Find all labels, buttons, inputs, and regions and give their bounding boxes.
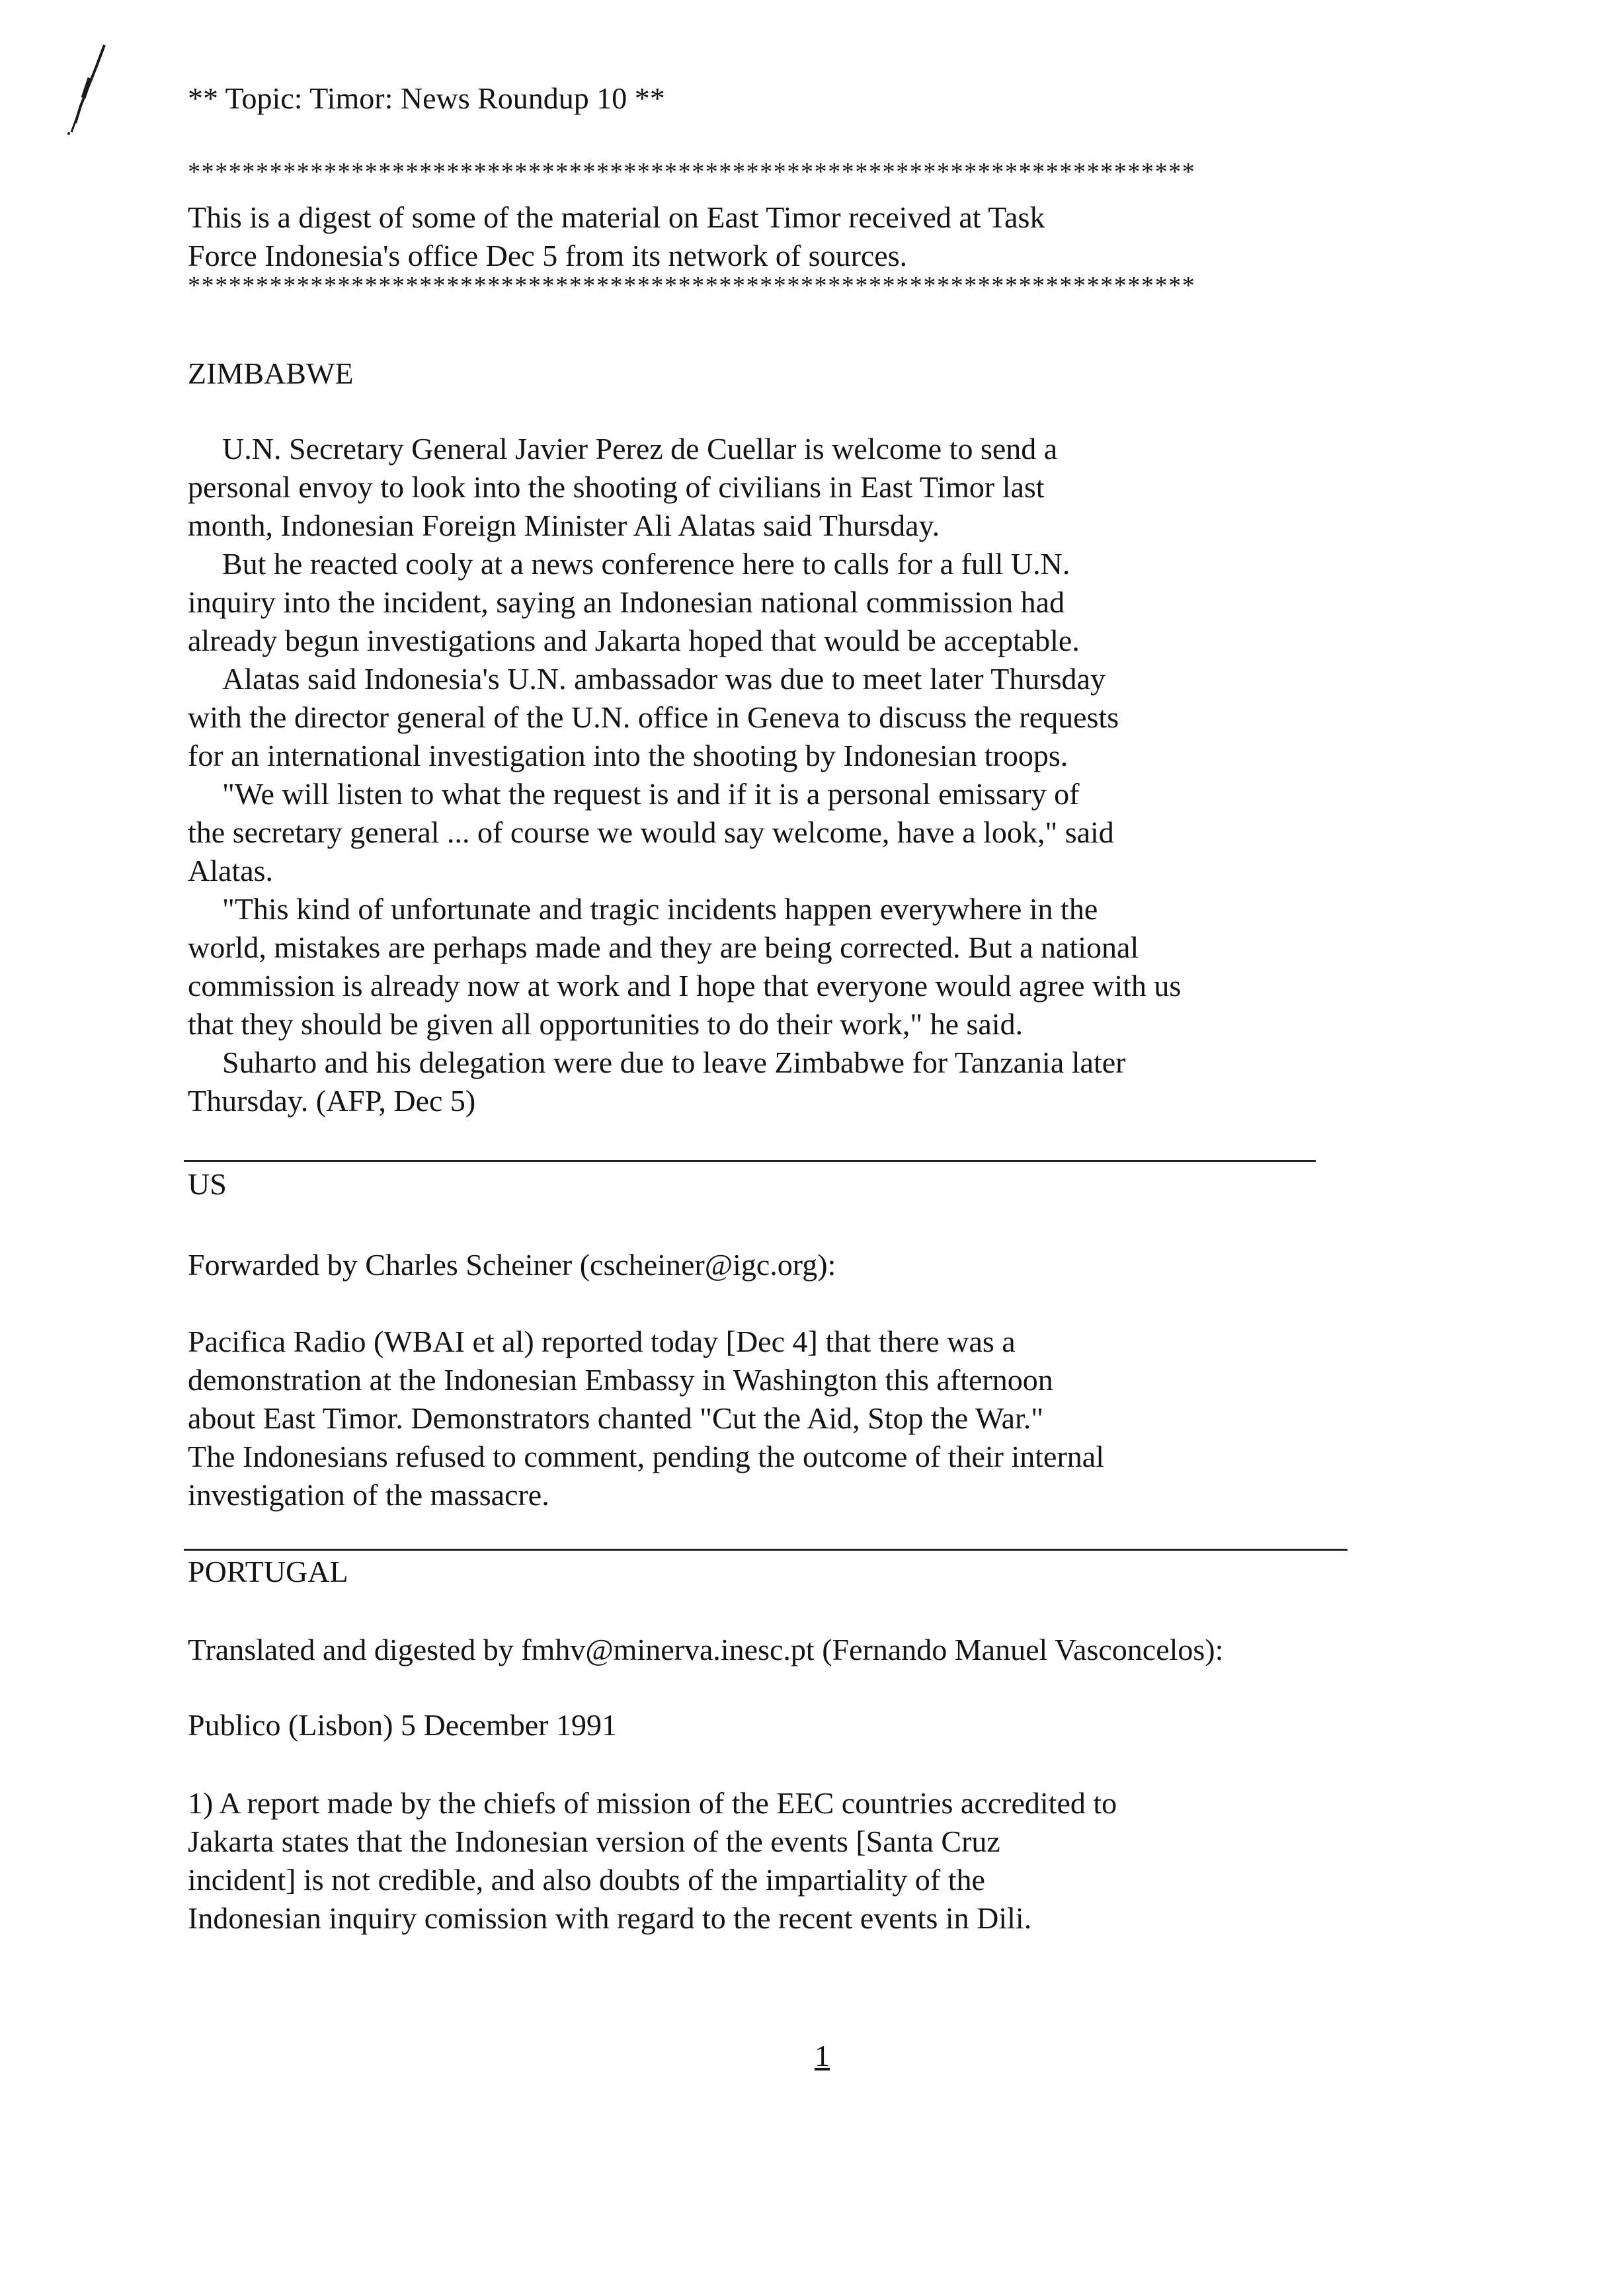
paragraph-line: Alatas. <box>188 854 274 887</box>
forwarded-by-line: Forwarded by Charles Scheiner (cscheiner@igc.org): <box>188 1248 836 1282</box>
paragraph-line: that they should be given all opportunities to do their work," he said. <box>188 1007 1024 1041</box>
paragraph-line: "This kind of unfortunate and tragic incidents happen everywhere in the <box>222 892 1098 926</box>
document-title: ** Topic: Timor: News Roundup 10 ** <box>188 81 665 115</box>
paragraph-line: investigation of the massacre. <box>188 1478 549 1512</box>
paragraph-line: commission is already now at work and I hope that everyone would agree with us <box>188 969 1182 1003</box>
section-heading-zimbabwe: ZIMBABWE <box>188 356 354 390</box>
paragraph-line: inquiry into the incident, saying an Indonesian national commission had <box>188 585 1065 619</box>
section-heading-portugal: PORTUGAL <box>188 1555 348 1588</box>
paragraph-line: incident] is not credible, and also doubts of the impartiality of the <box>188 1863 985 1897</box>
paragraph-line: But he reacted cooly at a news conference here to calls for a full U.N. <box>222 547 1070 581</box>
paragraph-line: personal envoy to look into the shooting of civilians in East Timor last <box>188 470 1045 504</box>
paragraph-line: month, Indonesian Foreign Minister Ali Alatas said Thursday. <box>188 509 940 542</box>
paragraph-line: with the director general of the U.N. office in Geneva to discuss the requests <box>188 700 1119 734</box>
intro-line: Force Indonesia's office Dec 5 from its network of sources. <box>188 239 908 272</box>
paragraph-line: The Indonesians refused to comment, pending the outcome of their internal <box>188 1440 1104 1473</box>
paragraph-line: for an international investigation into the shooting by Indonesian troops. <box>188 739 1068 772</box>
paragraph-line: already begun investigations and Jakarta hoped that would be acceptable. <box>188 624 1080 657</box>
paragraph-line: U.N. Secretary General Javier Perez de Cuellar is welcome to send a <box>222 432 1058 466</box>
source-line: Publico (Lisbon) 5 December 1991 <box>188 1708 617 1742</box>
paragraph-line: demonstration at the Indonesian Embassy in Washington this afternoon <box>188 1363 1053 1397</box>
paragraph-line: world, mistakes are perhaps made and they are being corrected. But a national <box>188 930 1139 964</box>
page-number: 1 <box>815 2039 830 2072</box>
paragraph-line: 1) A report made by the chiefs of mission of the EEC countries accredited to <box>188 1786 1117 1820</box>
star-divider-bottom: ************************************************************************** <box>188 272 1196 300</box>
paragraph-line: Suharto and his delegation were due to leave Zimbabwe for Tanzania later <box>222 1046 1126 1079</box>
paragraph-line: about East Timor. Demonstrators chanted "Cut the Aid, Stop the War." <box>188 1401 1044 1435</box>
star-divider-top: ************************************************************************** <box>188 158 1196 186</box>
paragraph-line: Indonesian inquiry comission with regard to the recent events in Dili. <box>188 1901 1032 1935</box>
paragraph-line: Pacifica Radio (WBAI et al) reported today [Dec 4] that there was a <box>188 1325 1016 1358</box>
paragraph-line: "We will listen to what the request is and if it is a personal emissary of <box>222 777 1080 811</box>
paragraph-line: Thursday. (AFP, Dec 5) <box>188 1084 476 1118</box>
paragraph-line: Jakarta states that the Indonesian version of the events [Santa Cruz <box>188 1824 1000 1858</box>
pen-mark-icon <box>40 40 112 139</box>
translated-by-line: Translated and digested by fmhv@minerva.inesc.pt (Fernando Manuel Vasconcelos): <box>188 1633 1224 1666</box>
intro-line: This is a digest of some of the material on East Timor received at Task <box>188 200 1045 234</box>
paragraph-line: Alatas said Indonesia's U.N. ambassador was due to meet later Thursday <box>222 662 1106 696</box>
section-divider <box>184 1549 1347 1551</box>
section-divider <box>184 1160 1316 1162</box>
section-heading-us: US <box>188 1167 227 1201</box>
paragraph-line: the secretary general ... of course we would say welcome, have a look," said <box>188 815 1114 849</box>
